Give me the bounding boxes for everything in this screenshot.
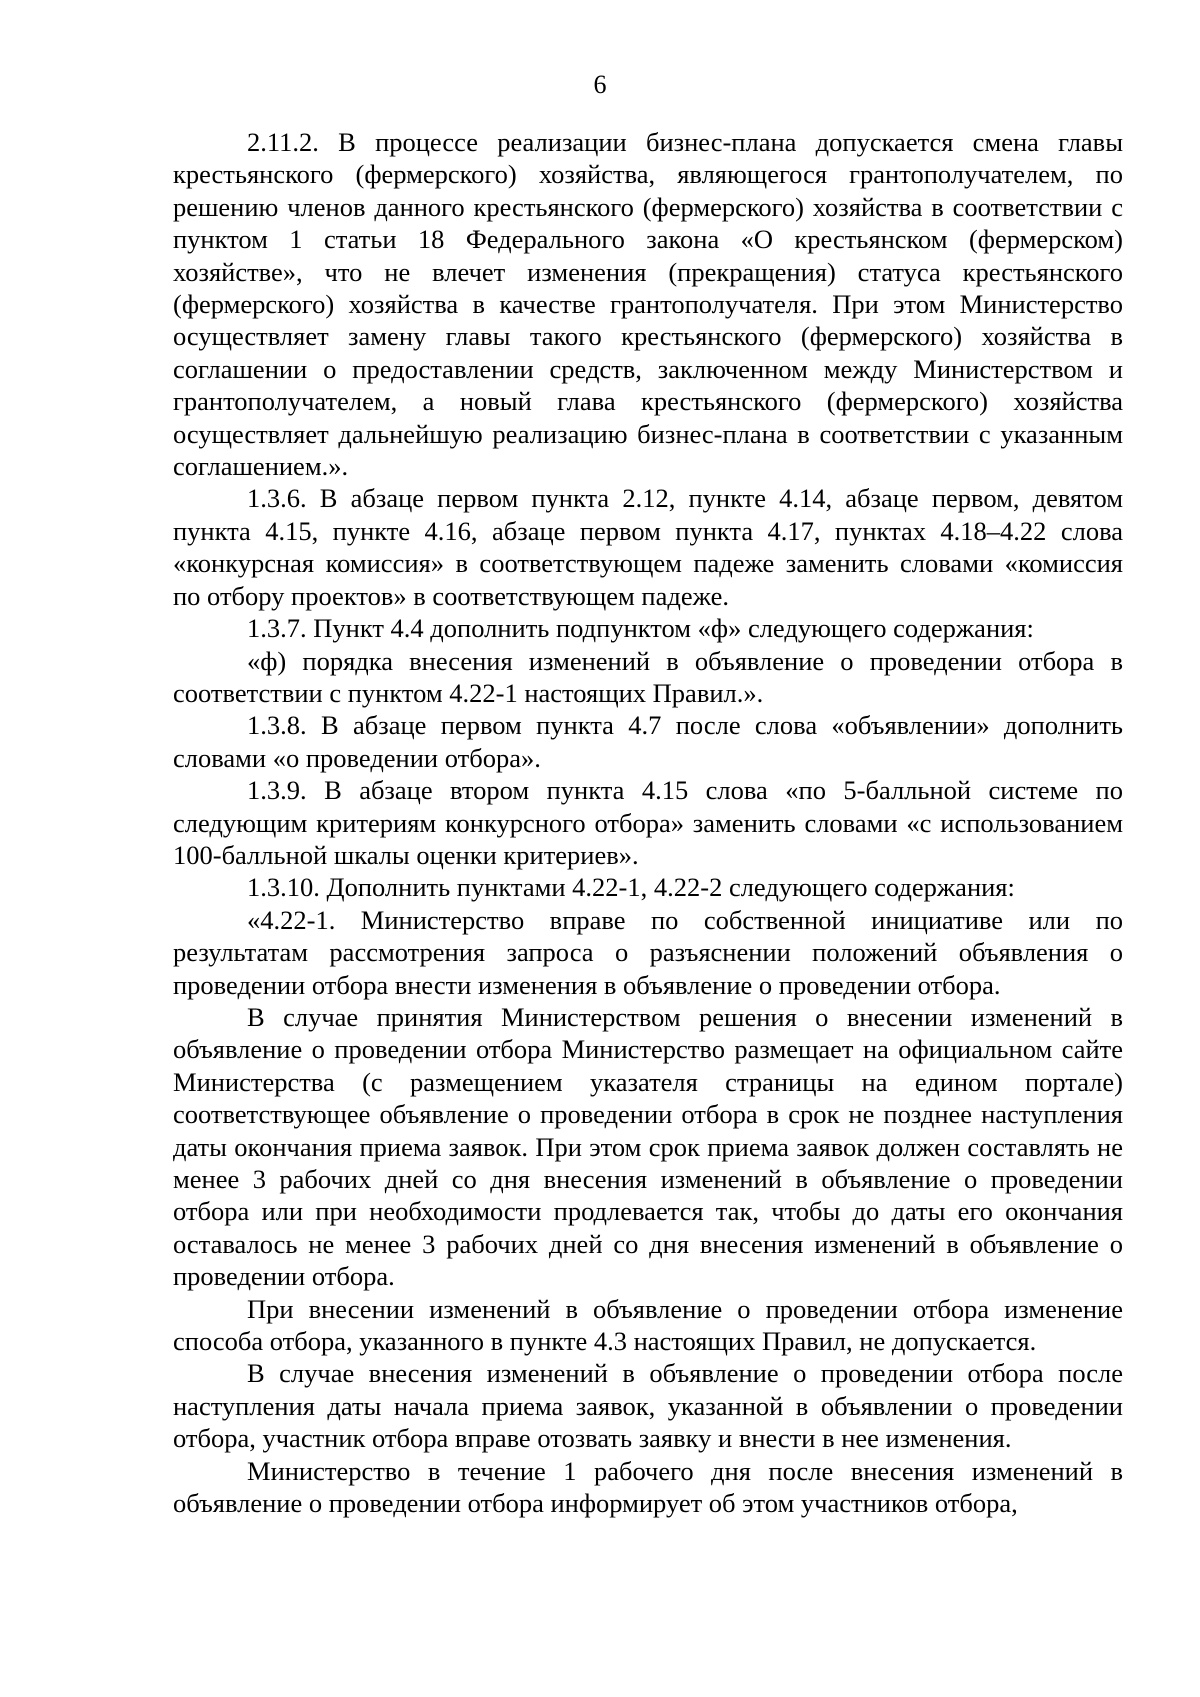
paragraph: 2.11.2. В процессе реализации бизнес-плана допускается смена главы крестьянского (фермерского) хозяйства, являющегося грантополучателем, по решению членов данного крестьянского (фермерского) хозяйства в соответствии с пунктом 1 статьи 18 Федерального закона «О крестьянском (фермерском) хозяйстве», что не влечет изменения (прекращения) статуса крестьянского (фермерского) хозяйства в качестве грантополучателя. При этом Министерство осуществляет замену главы такого крестьянского (фермерского) хозяйства в соглашении о предоставлении средств, заключенном между Министерством и грантополучателем, а новый глава крестьянского (фермерского) хозяйства осуществляет дальнейшую реализацию бизнес-плана в соответствии с указанным соглашением.». — [173, 127, 1123, 482]
paragraph: 1.3.6. В абзаце первом пункта 2.12, пункте 4.14, абзаце первом, девятом пункта 4.15, пункте 4.16, абзаце первом пункта 4.17, пунктах 4.18–4.22 слова «конкурсная комиссия» в соответствующем падеже заменить словами «комиссия по отбору проектов» в соответствующем падеже. — [173, 483, 1123, 611]
page-number: 6 — [593, 70, 607, 99]
paragraph: 1.3.10. Дополнить пунктами 4.22-1, 4.22-2 следующего содержания: — [247, 872, 1015, 903]
paragraph: «4.22-1. Министерство вправе по собственной инициативе или по результатам рассмотрения запроса о разъяснении положений объявления о проведении отбора внести изменения в объявление о проведении отбора. — [173, 904, 1123, 1000]
paragraph: 1.3.7. Пункт 4.4 дополнить подпунктом «ф» следующего содержания: — [247, 613, 1034, 644]
paragraph: В случае внесения изменений в объявление о проведении отбора после наступления даты начала приема заявок, указанной в объявлении о проведении отбора, участник отбора вправе отозвать заявку и внести в нее изменения. — [173, 1358, 1123, 1454]
paragraph: 1.3.8. В абзаце первом пункта 4.7 после слова «объявлении» дополнить словами «о проведении отбора». — [173, 710, 1123, 773]
paragraph: Министерство в течение 1 рабочего дня после внесения изменений в объявление о проведении отбора информирует об этом участников отбора, — [173, 1455, 1123, 1519]
paragraph: «ф) порядка внесения изменений в объявление о проведении отбора в соответствии с пунктом 4.22-1 настоящих Правил.». — [173, 645, 1123, 708]
document-body — [173, 126, 1123, 1519]
paragraph: В случае принятия Министерством решения о внесении изменений в объявление о проведении отбора Министерство размещает на официальном сайте Министерства (с размещением указателя страницы на едином портале) соответствующее объявление о проведении отбора в срок не позднее наступления даты окончания приема заявок. При этом срок приема заявок должен составлять не менее 3 рабочих дней со дня внесения изменений в объявление о проведении отбора или при необходимости продлевается так, чтобы до даты его окончания оставалось не менее 3 рабочих дней со дня внесения изменений в объявление о проведении отбора. — [173, 1001, 1123, 1292]
paragraph: 1.3.9. В абзаце втором пункта 4.15 слова «по 5-балльной системе по следующим критериям конкурсного отбора» заменить словами «с использованием 100-балльной шкалы оценки критериев». — [173, 775, 1123, 870]
paragraph: При внесении изменений в объявление о проведении отбора изменение способа отбора, указанного в пункте 4.3 настоящих Правил, не допускается. — [173, 1293, 1123, 1357]
